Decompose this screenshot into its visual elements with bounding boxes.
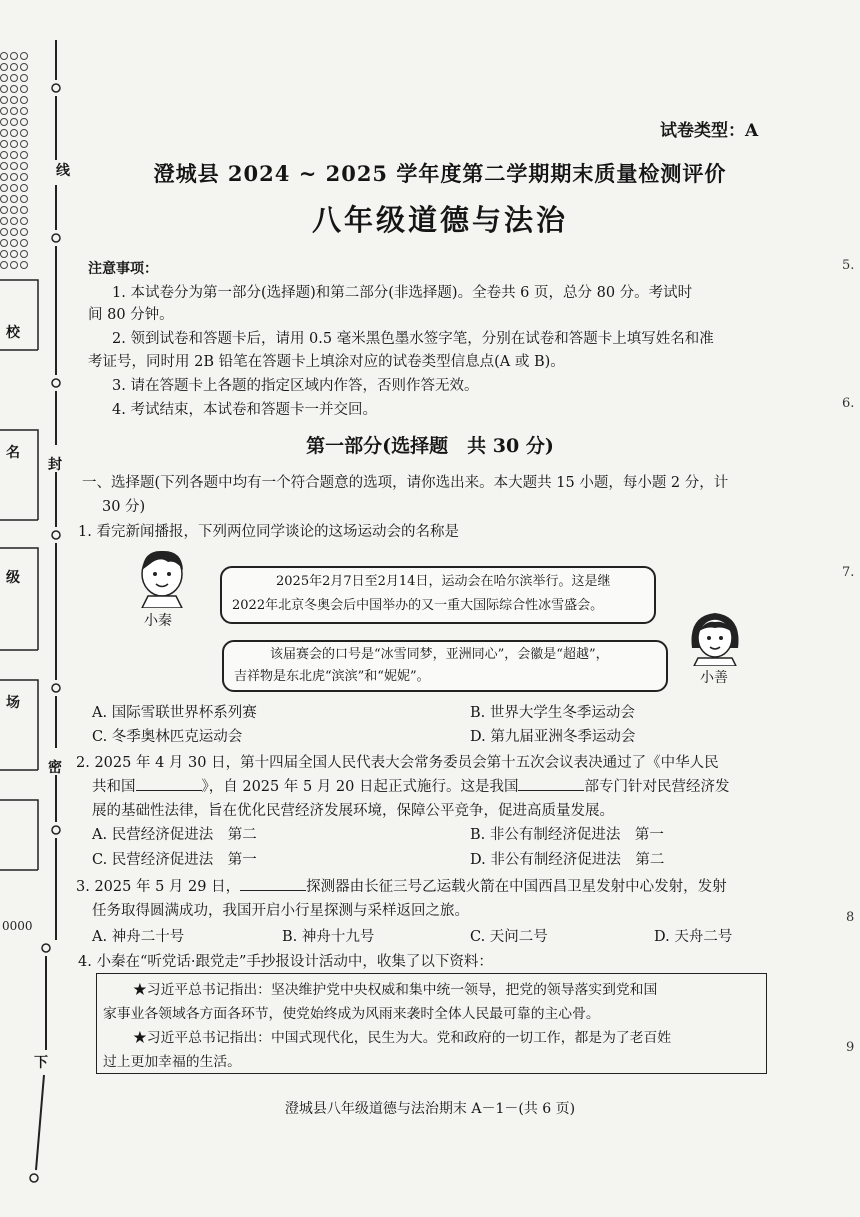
margin-label-feng: 封: [48, 457, 62, 473]
q3-option-d: D. 天舟二号: [654, 929, 733, 945]
paper-type: 试卷类型：A: [660, 121, 759, 141]
q1-speech-bubble-1: [220, 566, 656, 624]
q4-box-line2: 家事业各领域各方面各环节，使党始终成为风雨来袭时全体人民最可靠的主心骨。: [103, 1006, 600, 1022]
subject-title: 八年级道德与法治: [311, 203, 568, 237]
q1-speaker1: 小秦: [144, 613, 172, 629]
note-2-line2: 考证号，同时用 2B 铅笔在答题卡上填涂对应的试卷类型信息点(A 或 B)。: [88, 354, 565, 370]
q2-line2-part1: 共和国: [92, 779, 136, 795]
q3-option-a: A. 神舟二十号: [92, 929, 185, 945]
margin-label-venue: 场: [6, 695, 20, 711]
q2-line1: 2. 2025 年 4 月 30 日，第十四届全国人民代表大会常务委员会第十五次会议表决通过了《中华人民: [76, 755, 719, 771]
q3-blank: [240, 878, 306, 891]
q3-line1: [76, 875, 727, 896]
side-number: 6.: [842, 396, 855, 411]
boy-illustration: [130, 546, 194, 608]
q2-blank-2: [518, 778, 584, 791]
margin-label-xia: 下: [34, 1055, 48, 1071]
q1-speaker2: 小善: [700, 670, 728, 686]
svg-text:0000: 0000: [2, 919, 33, 933]
q1-stem: 1. 看完新闻播报，下列两位同学谈论的这场运动会的名称是: [78, 524, 459, 540]
q3-line2: 任务取得圆满成功，我国开启小行星探测与采样返回之旅。: [92, 903, 469, 919]
margin-label-mi: 密: [48, 760, 62, 776]
margin-ovals: [2, 919, 33, 933]
part1-instructions-line1: 一、选择题(下列各题中均有一个符合题意的选项，请你选出来。本大题共 15 小题，每小题 2 分，计: [82, 475, 729, 491]
q4-box-line1: ★习近平总书记指出：坚决维护党中央权威和集中统一领导，把党的领导落实到党和国: [133, 982, 658, 998]
cut-line: [30, 40, 60, 1182]
q1-option-d: D. 第九届亚洲冬季运动会: [470, 729, 636, 745]
q1-option-a: A. 国际雪联世界杯系列赛: [92, 705, 257, 721]
note-3: 3. 请在答题卡上各题的指定区域内作答，否则作答无效。: [112, 378, 479, 394]
q3-option-b: B. 神舟十九号: [282, 929, 375, 945]
side-number: 9: [846, 1040, 855, 1055]
binding-margin: [0, 40, 90, 1190]
side-number: 8: [846, 910, 855, 925]
side-number: 7.: [842, 565, 855, 580]
note-2-line1: 2. 领到试卷和答题卡后，请用 0.5 毫米黑色墨水签字笔，分别在试卷和答题卡上填写姓名和准: [112, 331, 714, 347]
bubble2-line1: 该届赛会的口号是“冰雪同梦，亚洲同心”，会徽是“超越”，: [270, 647, 609, 662]
q2-line2-part3: 部专门针对民营经济发: [584, 779, 730, 795]
margin-label-xian: 线: [56, 163, 70, 179]
margin-label-name: 名: [6, 445, 20, 461]
note-4: 4. 考试结束，本试卷和答题卡一并交回。: [112, 402, 377, 418]
q2-line3: 展的基础性法律，旨在优化民营经济发展环境，保障公平竞争，促进高质量发展。: [92, 803, 614, 819]
perforation-holes: [1, 53, 28, 269]
q2-line2: [92, 775, 729, 796]
q2-option-c: C. 民营经济促进法 第一: [92, 852, 257, 868]
bubble1-line1: 2025年2月7日至2月14日，运动会在哈尔滨举行。这是继: [276, 574, 611, 589]
q1-speech-bubble-2: [222, 640, 668, 692]
notes-title: 注意事项：: [88, 261, 158, 277]
part1-title: 第一部分(选择题 共 30 分): [306, 435, 554, 457]
bubble2-line2: 吉祥物是东北虎“滨滨”和“妮妮”。: [234, 669, 430, 684]
note-1-line1: 1. 本试卷分为第一部分(选择题)和第二部分(非选择题)。全卷共 6 页，总分 80 分。考试时: [112, 285, 693, 301]
bubble1-line2: 2022年北京冬奥会后中国举办的又一重大国际综合性冰雪盛会。: [232, 598, 604, 613]
exam-title: 澄城县 2024 ~ 2025 学年度第二学期期末质量检测评价: [153, 161, 727, 186]
q3-line1-part1: 3. 2025 年 5 月 29 日，: [76, 879, 241, 895]
q2-blank-1: [136, 778, 202, 791]
note-1-line2: 间 80 分钟。: [88, 307, 174, 323]
girl-illustration: [684, 608, 746, 666]
side-number: 5.: [842, 258, 855, 273]
q3-line1-part2: 探测器由长征三号乙运载火箭在中国西昌卫星发射中心发射，发射: [306, 879, 727, 895]
q4-stem: 4. 小秦在“听党话·跟党走”手抄报设计活动中，收集了以下资料：: [78, 954, 493, 970]
page-footer: 澄城县八年级道德与法治期末 A－1－(共 6 页): [284, 1101, 576, 1117]
q3-option-c: C. 天问二号: [470, 929, 548, 945]
q2-option-b: B. 非公有制经济促进法 第一: [470, 827, 664, 843]
q1-option-b: B. 世界大学生冬季运动会: [470, 705, 635, 721]
q2-option-a: A. 民营经济促进法 第二: [92, 827, 257, 843]
q2-option-d: D. 非公有制经济促进法 第二: [470, 852, 665, 868]
margin-label-school: 校: [6, 325, 20, 341]
margin-label-class: 级: [6, 570, 20, 586]
q2-line2-part2: 》，自 2025 年 5 月 20 日起正式施行。这是我国: [201, 779, 519, 795]
q4-box-line3: ★习近平总书记指出：中国式现代化，民生为大。党和政府的一切工作，都是为了老百姓: [133, 1030, 672, 1046]
q4-material-box: [96, 973, 767, 1074]
q4-box-line4: 过上更加幸福的生活。: [103, 1054, 241, 1070]
q1-option-c: C. 冬季奥林匹克运动会: [92, 729, 243, 745]
part1-instructions-line2: 30 分): [102, 499, 146, 515]
